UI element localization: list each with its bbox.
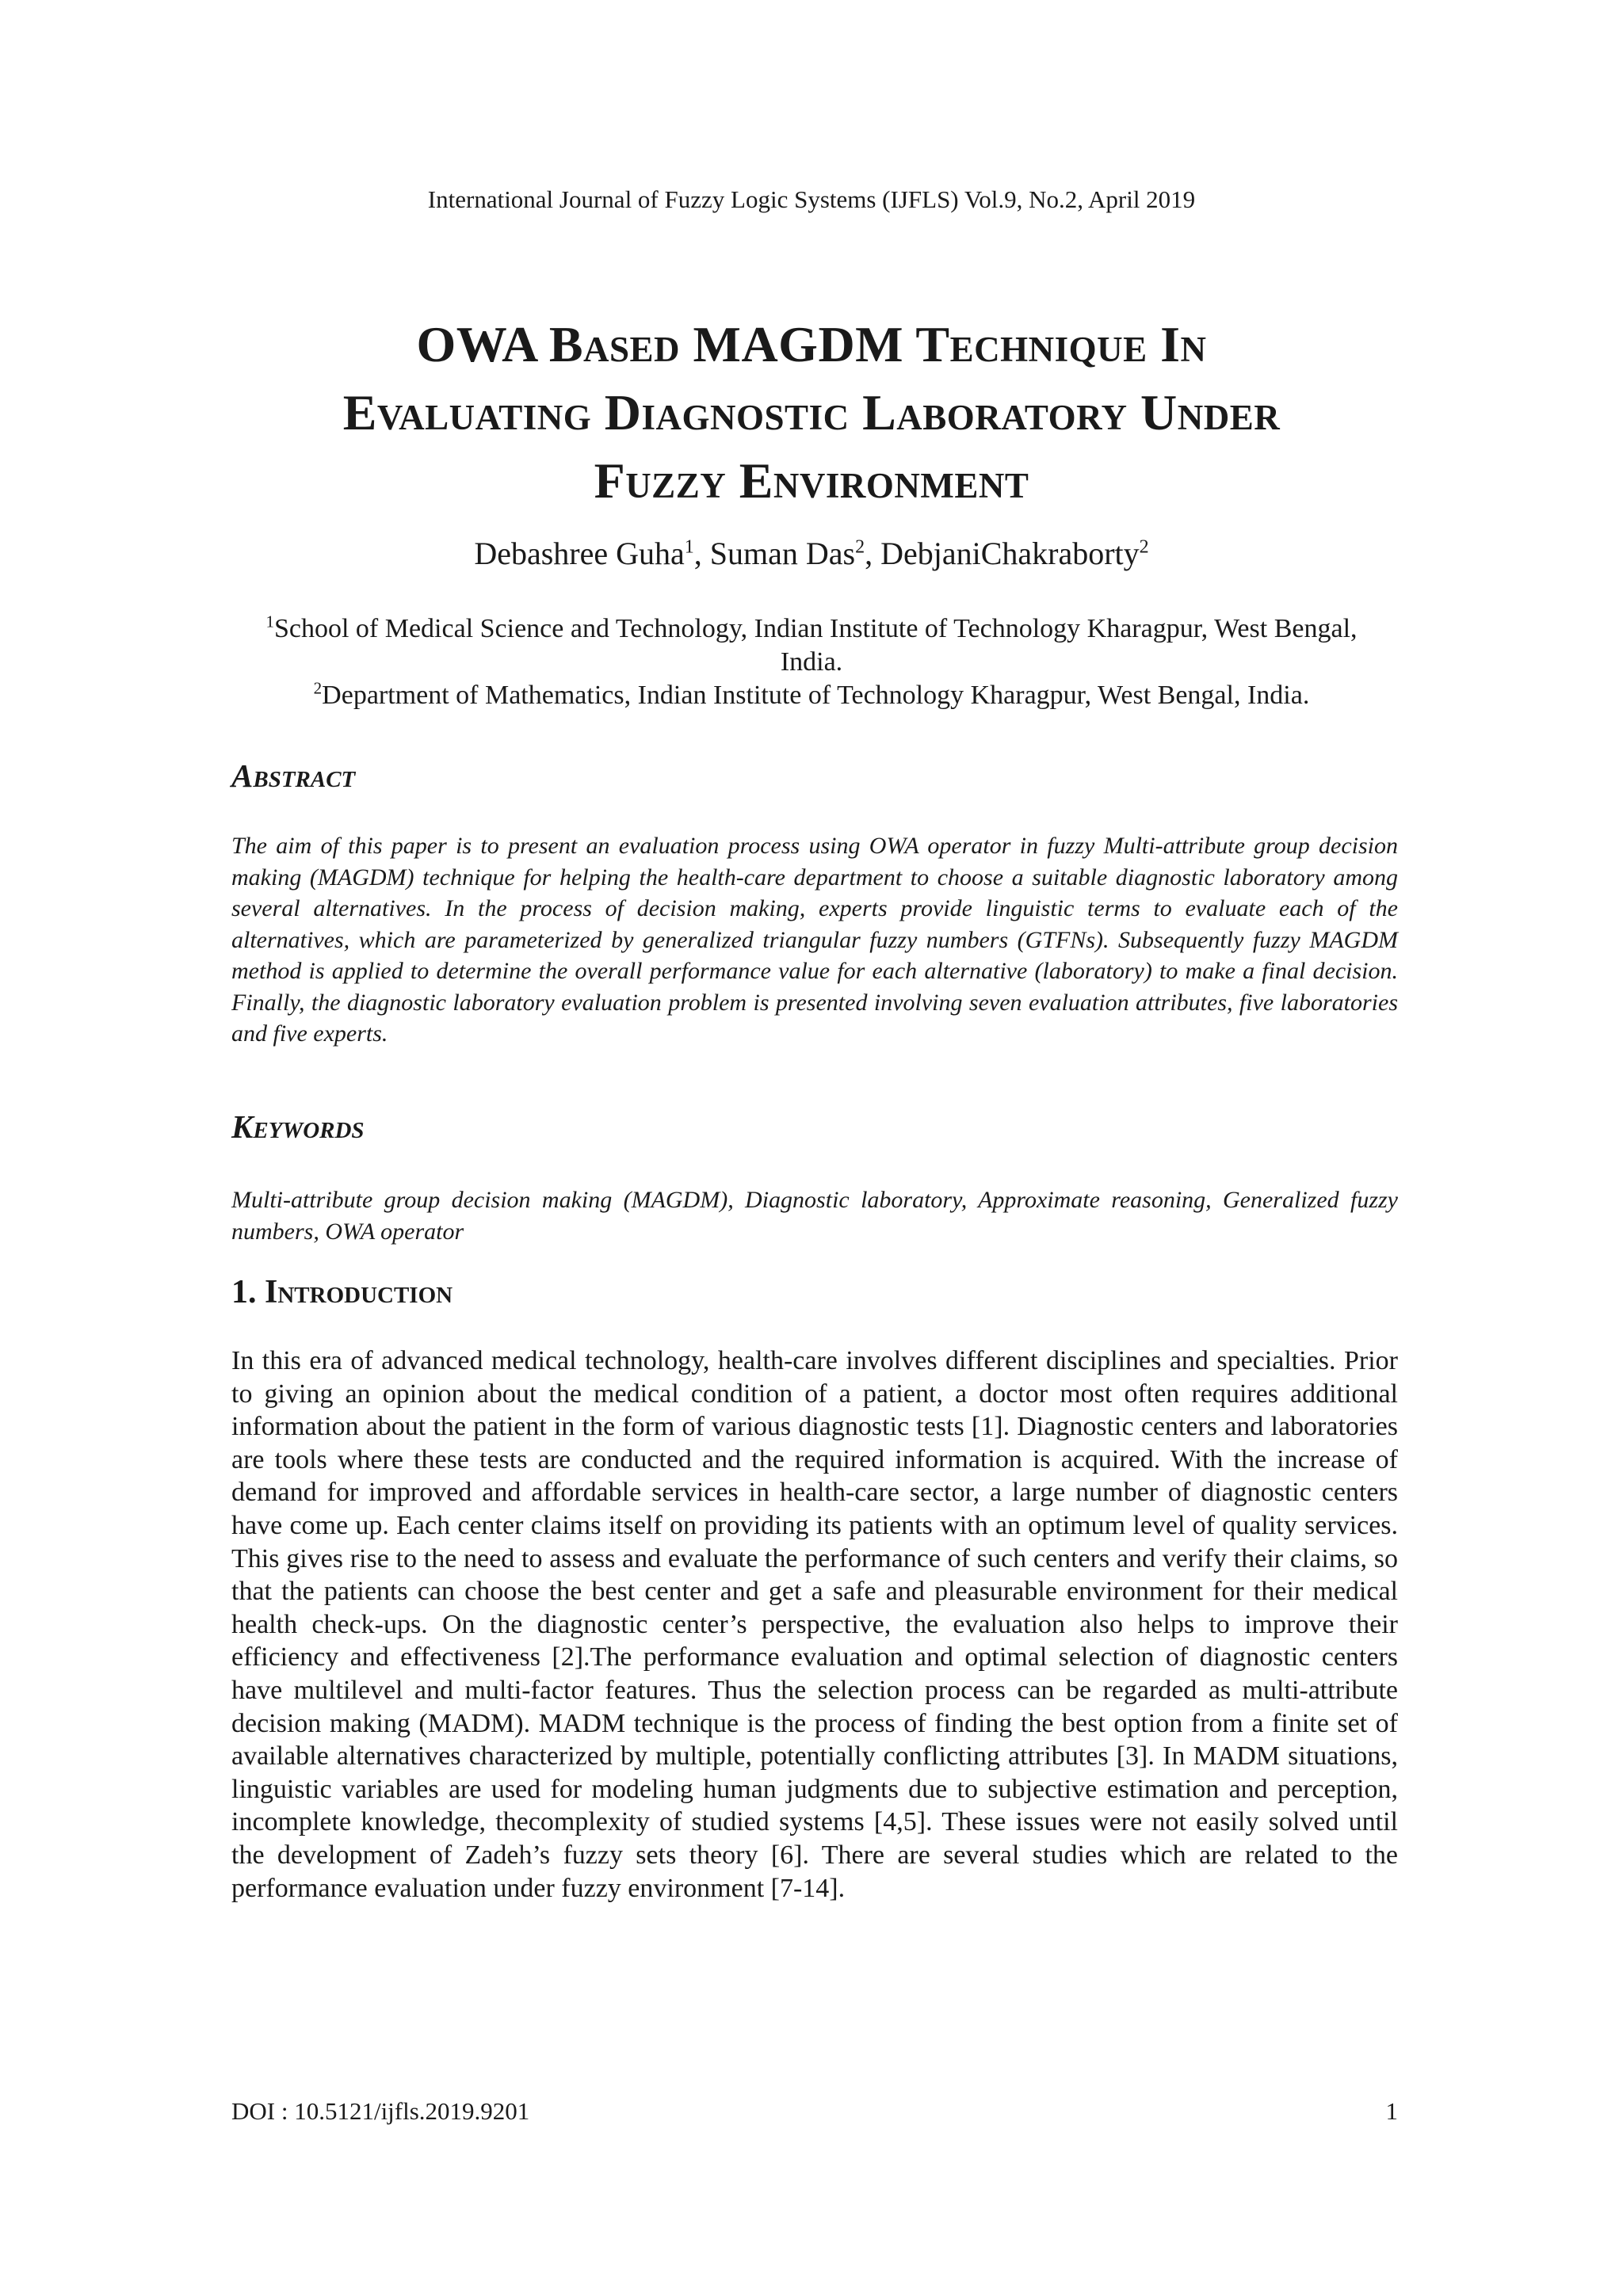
introduction-heading: 1. Introduction [231,1274,453,1310]
affiliation-marker: 1 [265,612,274,631]
introduction-text: In this era of advanced medical technology, health-care involves different disciplines and specialties. Prior to giving an opinion about the medical condition of a patient, a doctor most often requires additional information about the patient in the form of various diagnostic tests [1]. Diagnostic centers and laboratories are tools where these tests are conducted and the required information is acquired. With the increase of demand for improved and affordable services in health-care sector, a large number of diagnostic centers have come up. Each center claims itself on providing its patients with an optimum level of quality services. This gives rise to the need to assess and evaluate the performance of such centers and verify their claims, so that the patients can choose the best center and get a safe and pleasurable environment for their medical health check-ups. On the diagnostic center’s perspective, the evaluation also helps to improve their efficiency and effectiveness [2].The performance evaluation and optimal selection of diagnostic centers have multilevel and multi-factor features. Thus the selection process can be regarded as multi-attribute decision making (MADM). MADM technique is the process of finding the best option from a finite set of available alternatives characterized by multiple, potentially conflicting attributes [3]. In MADM situations, linguistic variables are used for modeling human judgments due to subjective estimation and perception, incomplete knowledge, thecomplexity of studied systems [4,5]. These issues were not easily solved until the development of Zadeh’s fuzzy sets theory [6]. There are several studies which are related to the performance evaluation under fuzzy environment [7-14]. [231,1346,1398,1903]
footer-doi: DOI : 10.5121/ijfls.2019.9201 [231,2097,530,2125]
author-name: DebjaniChakraborty [880,536,1140,571]
title-line-3: Fuzzy Environment [594,452,1029,509]
paper-title [190,311,1433,515]
author-name: Suman Das [709,536,856,571]
affiliation-entry [238,612,1385,679]
title-line-1: OWA Based MAGDM Technique In [416,316,1207,372]
affiliation-marker: 2 [855,536,865,558]
abstract-text: The aim of this paper is to present an evaluation process using OWA operator in fuzzy Multi-attribute group decision making (MAGDM) technique for helping the health-care department to choose a suitable diagnostic laboratory among several alternatives. In the process of decision making, experts provide linguistic terms to evaluate each of the alternatives, which are parameterized by generalized triangular fuzzy numbers (GTFNs). Subsequently fuzzy MAGDM method is applied to determine the overall performance value for each alternative (laboratory) to make a final decision. Finally, the diagnostic laboratory evaluation problem is presented involving seven evaluation attributes, five laboratories and five experts. [231,833,1398,1047]
author-name: Debashree Guha [474,536,685,571]
affiliation-entry [238,679,1385,712]
author-list: Debashree Guha$^1$, Suman Das$^2$, DebjaniChakraborty$^2$ [474,536,1149,571]
title-line-2: Evaluating Diagnostic Laboratory Under [342,384,1281,441]
affiliation-list [238,612,1385,712]
affiliation-marker: 2 [1139,536,1149,558]
running-header: International Journal of Fuzzy Logic Systems (IJFLS) Vol.9, No.2, April 2019 [427,185,1196,213]
affiliation-marker: 1 [684,536,694,558]
page-number: 1 [1385,2097,1398,2125]
affiliation-text: School of Medical Science and Technology, Indian Institute of Technology Kharagpur, West Bengal, India. [273,614,1358,677]
affiliation-marker: 2 [313,678,323,698]
keywords-heading: Keywords [231,1108,365,1145]
keywords-text: Multi-attribute group decision making (MAGDM), Diagnostic laboratory, Approximate reasoning, Generalized fuzzy numbers, OWA operator [231,1187,1398,1245]
affiliation-text: Department of Mathematics, Indian Institute of Technology Kharagpur, West Bengal, India. [322,681,1310,710]
abstract-heading: Abstract [231,757,356,794]
